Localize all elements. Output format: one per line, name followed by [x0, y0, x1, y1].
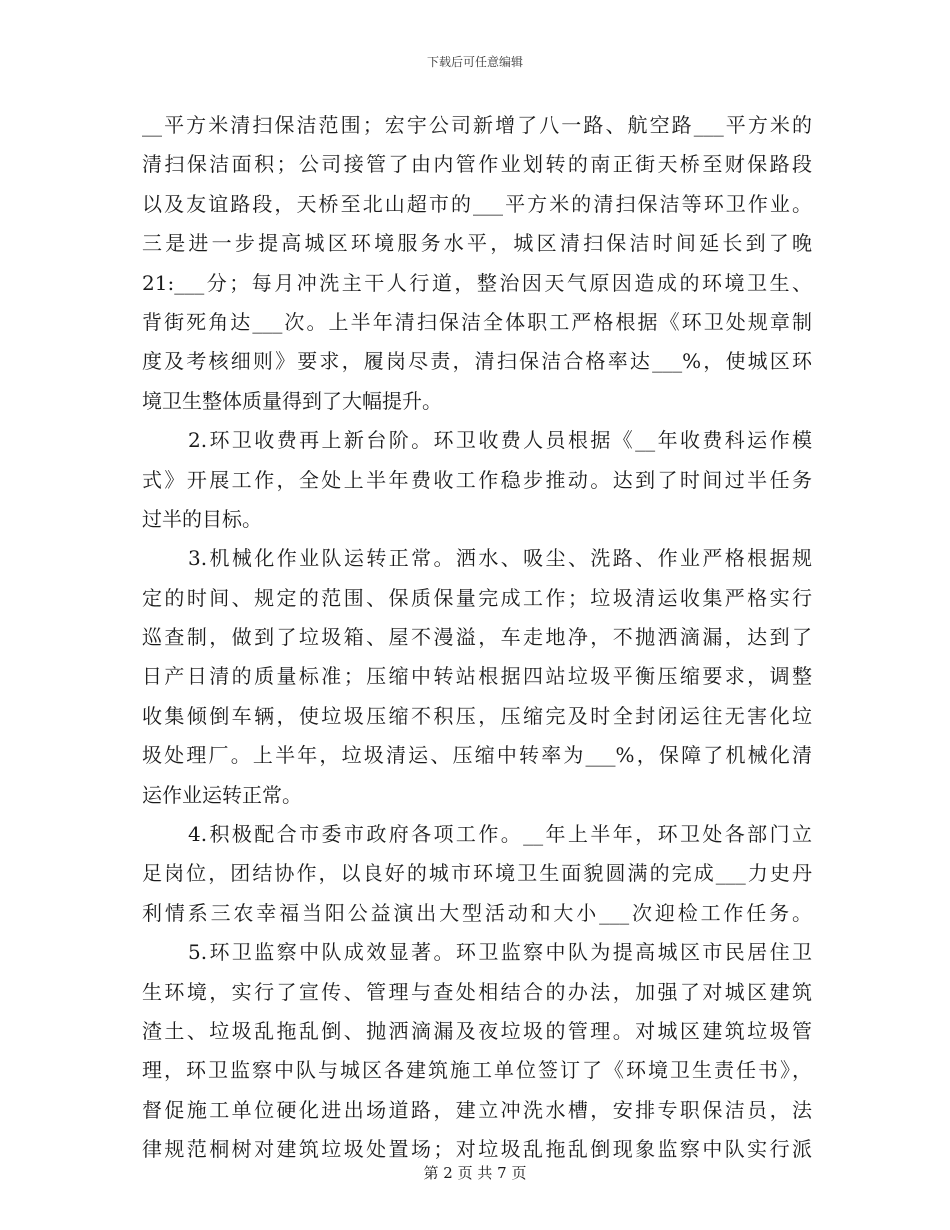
text-line: 清扫保洁面积；公司接管了由内管作业划转的南正街天桥至财保路段 [142, 152, 812, 177]
text-line: 巡查制，做到了垃圾箱、屋不漫溢，车走地净，不抛洒滴漏，达到了 [142, 625, 812, 650]
paragraph-start-line: 2.环卫收费再上新台阶。环卫收费人员根据《__年收费科运作模 [188, 428, 812, 453]
text-line: 收集倾倒车辆，使垃圾压缩不积压，压缩完及时全封闭运往无害化垃 [142, 703, 812, 728]
text-line: 背街死角达___次。上半年清扫保洁全体职工严格根据《环卫处规章制 [142, 309, 812, 334]
paragraph-start-line: 3.机械化作业队运转正常。洒水、吸尘、洗路、作业严格根据规 [188, 546, 812, 571]
paragraph-start-line: 5.环卫监察中队成效显著。环卫监察中队为提高城区市民居住卫 [188, 940, 812, 965]
text-line: 式》开展工作，全处上半年费收工作稳步推动。达到了时间过半任务 [142, 467, 812, 492]
text-line: 三是进一步提高城区环境服务水平，城区清扫保洁时间延长到了晚 [142, 231, 812, 256]
text-line: 足岗位，团结协作，以良好的城市环境卫生面貌圆满的完成___力史丹 [142, 861, 812, 886]
text-line: 以及友谊路段，天桥至北山超市的___平方米的清扫保洁等环卫作业。 [142, 191, 812, 216]
text-line: 理，环卫监察中队与城区各建筑施工单位签订了《环境卫生责任书》， [142, 1058, 812, 1083]
text-line: 度及考核细则》要求，履岗尽责，清扫保洁合格率达___%，使城区环 [142, 349, 812, 374]
text-line: 过半的目标。 [142, 506, 262, 531]
text-line: 21:___分；每月冲洗主干人行道，整治因天气原因造成的环境卫生、 [142, 270, 812, 295]
text-line: 利情系三农幸福当阳公益演出大型活动和大小___次迎检工作任务。 [142, 900, 812, 925]
text-line: 日产日清的质量标准；压缩中转站根据四站垃圾平衡压缩要求，调整 [142, 664, 812, 689]
text-line: 督促施工单位硬化进出场道路，建立冲洗水槽，安排专职保洁员，法 [142, 1097, 812, 1122]
text-line: 生环境，实行了宣传、管理与查处相结合的办法，加强了对城区建筑 [142, 979, 812, 1004]
paragraph-start-line: 4.积极配合市委市政府各项工作。__年上半年，环卫处各部门立 [188, 822, 812, 847]
text-line: 境卫生整体质量得到了大幅提升。 [142, 388, 442, 413]
page-number: 第 2 页 共 7 页 [423, 1164, 527, 1182]
text-line: 律规范桐树对建筑垃圾处置场；对垃圾乱拖乱倒现象监察中队实行派 [142, 1137, 812, 1162]
text-line: __平方米清扫保洁范围；宏宇公司新增了八一路、航空路___平方米的 [142, 113, 812, 137]
text-line: 渣土、垃圾乱拖乱倒、抛洒滴漏及夜垃圾的管理。对城区建筑垃圾管 [142, 1018, 812, 1043]
text-line: 运作业运转正常。 [142, 782, 302, 807]
text-line: 圾处理厂。上半年，垃圾清运、压缩中转率为___%，保障了机械化清 [142, 743, 812, 768]
text-line: 定的时间、规定的范围、保质保量完成工作；垃圾清运收集严格实行 [142, 585, 812, 610]
page-header-note: 下载后可任意编辑 [426, 55, 523, 69]
document-body [142, 106, 812, 1170]
